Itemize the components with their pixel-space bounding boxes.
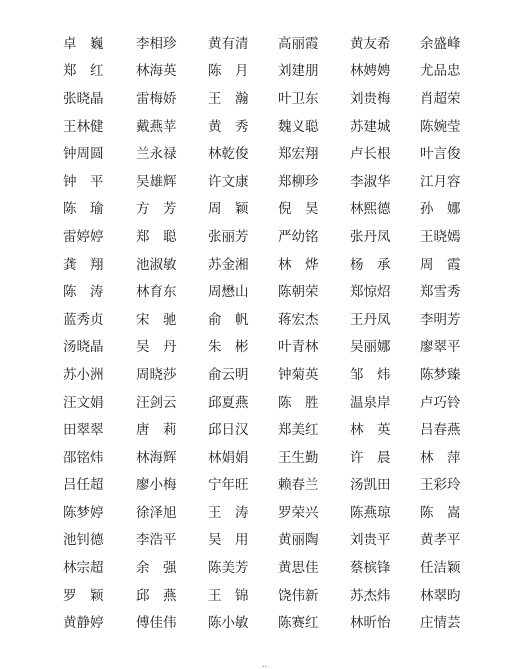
person-name: 陈梦婷	[63, 504, 104, 521]
person-name: 黄孝平	[420, 532, 461, 549]
person-name: 刘贵梅	[350, 90, 391, 107]
person-name: 吴 用	[208, 532, 249, 549]
person-name: 高丽霞	[278, 35, 319, 52]
person-name: 江月容	[420, 173, 461, 190]
person-name: 郑 红	[63, 63, 104, 80]
person-name: 陈 月	[208, 63, 249, 80]
person-name: 郑宏翔	[278, 146, 319, 163]
person-name: 陈 嵩	[420, 504, 461, 521]
person-name: 温泉岸	[350, 394, 391, 411]
page-footer-mark: ..	[262, 660, 268, 669]
person-name: 周晓莎	[136, 366, 177, 383]
name-row	[48, 223, 498, 251]
person-name: 林熙德	[350, 201, 391, 218]
person-name: 罗荣兴	[278, 504, 319, 521]
person-name: 叶青林	[278, 339, 319, 356]
person-name: 林宗超	[63, 560, 104, 577]
name-row	[48, 472, 498, 500]
person-name: 陈 涛	[63, 284, 104, 301]
name-list	[48, 30, 498, 637]
name-row	[48, 361, 498, 389]
name-row	[48, 113, 498, 141]
name-row	[48, 168, 498, 196]
person-name: 魏义聪	[278, 118, 319, 135]
person-name: 赖春兰	[278, 477, 319, 494]
person-name: 肖超荣	[420, 90, 461, 107]
name-row	[48, 251, 498, 279]
person-name: 王晓嫣	[420, 228, 461, 245]
person-name: 周懋山	[208, 284, 249, 301]
name-row	[48, 196, 498, 224]
name-row	[48, 334, 498, 362]
person-name: 余 强	[136, 560, 177, 577]
person-name: 傅佳伟	[136, 615, 177, 632]
person-name: 戴燕苹	[136, 118, 177, 135]
person-name: 俞 帆	[208, 311, 249, 328]
person-name: 邱夏燕	[208, 394, 249, 411]
person-name: 钟 平	[63, 173, 104, 190]
person-name: 周 霞	[420, 256, 461, 273]
person-name: 方 芳	[136, 201, 177, 218]
person-name: 林育东	[136, 284, 177, 301]
person-name: 郑美红	[278, 422, 319, 439]
person-name: 王生勤	[278, 449, 319, 466]
person-name: 吕任超	[63, 477, 104, 494]
person-name: 陈小敏	[208, 615, 249, 632]
person-name: 郑柳珍	[278, 173, 319, 190]
person-name: 罗 颖	[63, 587, 104, 604]
person-name: 林乾俊	[208, 146, 249, 163]
name-row	[48, 140, 498, 168]
person-name: 陈 胜	[278, 394, 319, 411]
name-row	[48, 278, 498, 306]
person-name: 陈梦臻	[420, 366, 461, 383]
person-name: 刘贵平	[350, 532, 391, 549]
person-name: 廖小梅	[136, 477, 177, 494]
name-row	[48, 85, 498, 113]
person-name: 林海英	[136, 63, 177, 80]
person-name: 兰永禄	[136, 146, 177, 163]
person-name: 严幼铭	[278, 228, 319, 245]
person-name: 张丹凤	[350, 228, 391, 245]
person-name: 倪 昊	[278, 201, 319, 218]
person-name: 宁年旺	[208, 477, 249, 494]
person-name: 吕春燕	[420, 422, 461, 439]
person-name: 郑 聪	[136, 228, 177, 245]
person-name: 汤凯田	[350, 477, 391, 494]
person-name: 钟周圆	[63, 146, 104, 163]
person-name: 俞云明	[208, 366, 249, 383]
name-row	[48, 444, 498, 472]
person-name: 蔡槟锋	[350, 560, 391, 577]
person-name: 林海辉	[136, 449, 177, 466]
person-name: 汪文娟	[63, 394, 104, 411]
person-name: 余盛峰	[420, 35, 461, 52]
name-row	[48, 58, 498, 86]
person-name: 朱 彬	[208, 339, 249, 356]
person-name: 郑雪秀	[420, 284, 461, 301]
person-name: 林昕怡	[350, 615, 391, 632]
person-name: 郑惊炤	[350, 284, 391, 301]
person-name: 田翠翠	[63, 422, 104, 439]
person-name: 唐 莉	[136, 422, 177, 439]
name-row	[48, 389, 498, 417]
person-name: 卢长根	[350, 146, 391, 163]
person-name: 龚 翔	[63, 256, 104, 273]
person-name: 雷婷婷	[63, 228, 104, 245]
person-name: 苏杰炜	[350, 587, 391, 604]
name-row	[48, 609, 498, 637]
person-name: 周 颖	[208, 201, 249, 218]
name-row	[48, 582, 498, 610]
person-name: 王彩玲	[420, 477, 461, 494]
person-name: 卓 巍	[63, 35, 104, 52]
person-name: 张丽芳	[208, 228, 249, 245]
person-name: 陈 瑜	[63, 201, 104, 218]
person-name: 林翠昀	[420, 587, 461, 604]
person-name: 陈朝荣	[278, 284, 319, 301]
person-name: 徐泽旭	[136, 504, 177, 521]
person-name: 池淑敏	[136, 256, 177, 273]
person-name: 王林健	[63, 118, 104, 135]
person-name: 任洁颖	[420, 560, 461, 577]
person-name: 林 烨	[278, 256, 319, 273]
person-name: 廖翠平	[420, 339, 461, 356]
person-name: 刘建朋	[278, 63, 319, 80]
person-name: 邵铭炜	[63, 449, 104, 466]
person-name: 林娟娟	[208, 449, 249, 466]
person-name: 卢巧铃	[420, 394, 461, 411]
person-name: 黄友希	[350, 35, 391, 52]
person-name: 饶伟新	[278, 587, 319, 604]
person-name: 陈美芳	[208, 560, 249, 577]
person-name: 苏金湘	[208, 256, 249, 273]
person-name: 汪剑云	[136, 394, 177, 411]
name-row	[48, 416, 498, 444]
person-name: 林 英	[350, 422, 391, 439]
person-name: 李淑华	[350, 173, 391, 190]
name-row	[48, 554, 498, 582]
person-name: 吴雄辉	[136, 173, 177, 190]
person-name: 宋 驰	[136, 311, 177, 328]
person-name: 吴丽娜	[350, 339, 391, 356]
person-name: 黄 秀	[208, 118, 249, 135]
person-name: 汤晓晶	[63, 339, 104, 356]
person-name: 苏小洲	[63, 366, 104, 383]
person-name: 杨 承	[350, 256, 391, 273]
person-name: 黄思佳	[278, 560, 319, 577]
person-name: 蒋宏杰	[278, 311, 319, 328]
person-name: 林 萍	[420, 449, 461, 466]
name-row	[48, 499, 498, 527]
person-name: 邹 炜	[350, 366, 391, 383]
person-name: 陈婉莹	[420, 118, 461, 135]
person-name: 雷梅娇	[136, 90, 177, 107]
person-name: 张晓晶	[63, 90, 104, 107]
person-name: 苏建城	[350, 118, 391, 135]
person-name: 黄丽陶	[278, 532, 319, 549]
person-name: 叶言俊	[420, 146, 461, 163]
name-row	[48, 527, 498, 555]
person-name: 王丹凤	[350, 311, 391, 328]
person-name: 池钊德	[63, 532, 104, 549]
person-name: 叶卫东	[278, 90, 319, 107]
person-name: 陈赛红	[278, 615, 319, 632]
person-name: 钟菊英	[278, 366, 319, 383]
person-name: 林娉娉	[350, 63, 391, 80]
person-name: 李浩平	[136, 532, 177, 549]
person-name: 邱日汉	[208, 422, 249, 439]
person-name: 庄情芸	[420, 615, 461, 632]
person-name: 王 涛	[208, 504, 249, 521]
person-name: 孙 娜	[420, 201, 461, 218]
name-row	[48, 30, 498, 58]
person-name: 李明芳	[420, 311, 461, 328]
name-row	[48, 306, 498, 334]
person-name: 尤品忠	[420, 63, 461, 80]
person-name: 邱 燕	[136, 587, 177, 604]
person-name: 黄静婷	[63, 615, 104, 632]
person-name: 李相珍	[136, 35, 177, 52]
person-name: 黄有清	[208, 35, 249, 52]
person-name: 王 锦	[208, 587, 249, 604]
person-name: 许文康	[208, 173, 249, 190]
person-name: 蓝秀贞	[63, 311, 104, 328]
person-name: 陈燕琼	[350, 504, 391, 521]
person-name: 许 晨	[350, 449, 391, 466]
person-name: 吴 丹	[136, 339, 177, 356]
person-name: 王 瀚	[208, 90, 249, 107]
